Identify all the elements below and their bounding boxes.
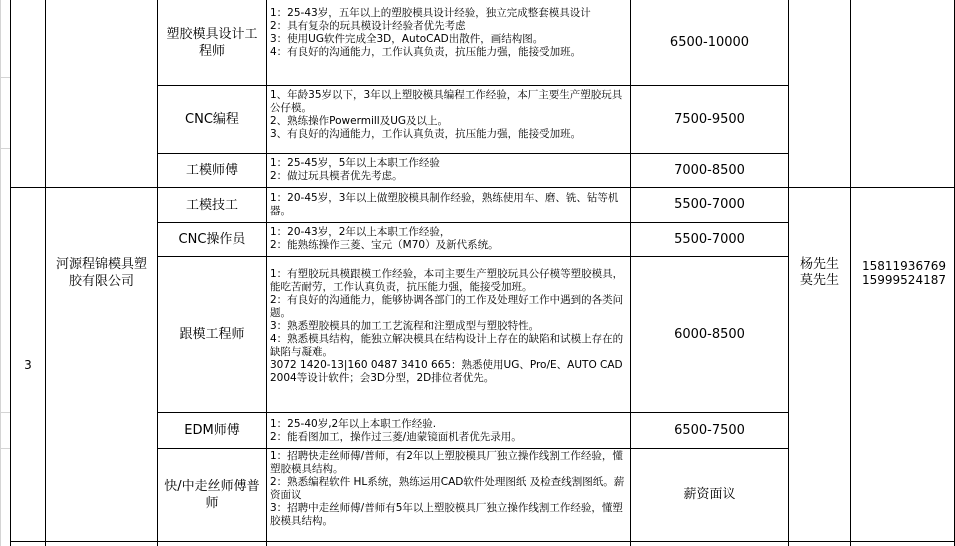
gridline — [0, 412, 10, 413]
requirement-line: 2：具有复杂的玩具模设计经验者优先考虑 — [270, 20, 466, 32]
job-title: 跟模工程师 — [179, 327, 245, 342]
salary: 5500-7000 — [674, 231, 745, 247]
salary: 7500-9500 — [674, 111, 745, 127]
gridline — [0, 0, 1, 546]
gridline — [0, 77, 10, 78]
requirement-line: 1：20-43岁，2年以上本职工作经验， — [270, 226, 451, 238]
requirement-line: 2：有良好的沟通能力，能够协调各部门的工作及处理好工作中遇到的各类问题。 — [270, 294, 624, 319]
gridline — [0, 448, 10, 449]
requirement-line: 3：熟悉塑胶模具的加工工艺流程和注塑成型与塑胶特性。 — [270, 320, 540, 332]
requirement-line: 1：25-43岁，五年以上的塑胶模具设计经验，独立完成整套模具设计 — [270, 7, 591, 19]
requirement-line: 1：25-40岁,2年以上本职工作经验. — [270, 418, 437, 430]
gridline — [0, 148, 10, 149]
requirement-line: 3：招聘中走丝师傅/普师有5年以上塑胶模具厂独立操作线割工作经验，懂塑胶模具结构。 — [270, 502, 623, 527]
phone-number: 15999524187 — [862, 273, 946, 287]
job-title: 快/中走丝师傅普师 — [164, 479, 260, 511]
requirement-line: 2、熟练操作Powermill及UG及以上。 — [270, 115, 449, 127]
job-requirements — [268, 418, 630, 448]
salary: 7000-8500 — [674, 162, 745, 178]
salary: 6500-10000 — [669, 34, 750, 50]
job-requirements — [268, 226, 630, 256]
phone-number: 15811936769 — [862, 259, 946, 273]
job-title: EDM师傅 — [184, 423, 240, 438]
company-name: 河源程锦模具塑胶有限公司 — [55, 257, 147, 289]
contact-phones — [851, 188, 954, 358]
requirement-line: 3、有良好的沟通能力，工作认真负责，抗压能力强，能接受加班。 — [270, 128, 582, 140]
row-index: 3 — [24, 357, 32, 372]
job-title: 工模师傅 — [185, 163, 238, 178]
job-title: CNC编程 — [185, 112, 239, 127]
requirement-line: 2：熟悉编程软件 HL系统，熟练运用CAD软件处理图纸 及检查线割图纸。薪资面议 — [270, 476, 625, 501]
requirement-line: 1：有塑胶玩具模跟模工作经验，本司主要生产塑胶玩具公仔模等塑胶模具，能吃苦耐劳，工作认真负责，抗压能力强，能接受加班。 — [270, 268, 624, 293]
column-border — [266, 0, 267, 546]
job-title: CNC操作员 — [178, 232, 246, 247]
job-title: 塑胶模具设计工程师 — [166, 26, 258, 59]
contact-person: 莫先生 — [799, 273, 839, 288]
requirement-line: 1：招聘快走丝师傅/普师，有2年以上塑胶模具厂独立操作线割工作经验，懂塑胶模具结构。 — [270, 450, 623, 475]
requirement-line: 1：25-45岁，5年以上本职工作经验 — [270, 157, 440, 169]
requirement-line: 1、年龄35岁以下，3年以上塑胶模具编程工作经验，本厂主要生产塑胶玩具公仔模。 — [270, 89, 623, 114]
job-requirements — [268, 192, 630, 222]
requirement-line: 4：熟悉模具结构，能独立解决模具在结构设计上存在的缺陷和试模上存在的缺陷与凝难。 — [270, 333, 624, 358]
contact-persons — [789, 188, 850, 358]
salary: 薪资面议 — [683, 487, 736, 502]
contact-person: 杨先生 — [799, 257, 839, 272]
job-requirements — [268, 450, 630, 541]
requirement-line: 1：20-45岁，3年以上做塑胶模具制作经验，熟练使用车、磨、铣、钻等机器。 — [270, 192, 619, 217]
salary: 5500-7000 — [674, 197, 745, 212]
salary: 6000-8500 — [674, 326, 745, 342]
job-title: 工模技工 — [185, 197, 238, 213]
job-requirements — [268, 157, 630, 187]
salary: 6500-7500 — [674, 422, 745, 438]
requirement-line: 2：能看图加工，操作过三菱/迪蒙镜面机者优先录用。 — [270, 431, 522, 443]
requirement-line: 4：有良好的沟通能力，工作认真负责，抗压能力强，能接受加班。 — [270, 46, 582, 58]
requirement-line: 2：能熟练操作三菱、宝元（M70）及新代系统。 — [270, 239, 499, 251]
requirement-line: 2：做过玩具模者优先考虑。 — [270, 170, 403, 182]
requirement-line: 3072 1420-13|160 0487 3410 665：熟悉使用UG、Pro/E、AUTO CAD2004等设计软件；会3D分型，2D排位者优先。 — [270, 359, 623, 384]
job-requirements — [268, 268, 630, 412]
job-requirements — [268, 7, 630, 85]
requirement-line: 3：使用UG软件完成全3D，AutoCAD出散件，画结构图。 — [270, 33, 544, 45]
row-border — [10, 541, 955, 542]
job-requirements — [268, 89, 630, 153]
